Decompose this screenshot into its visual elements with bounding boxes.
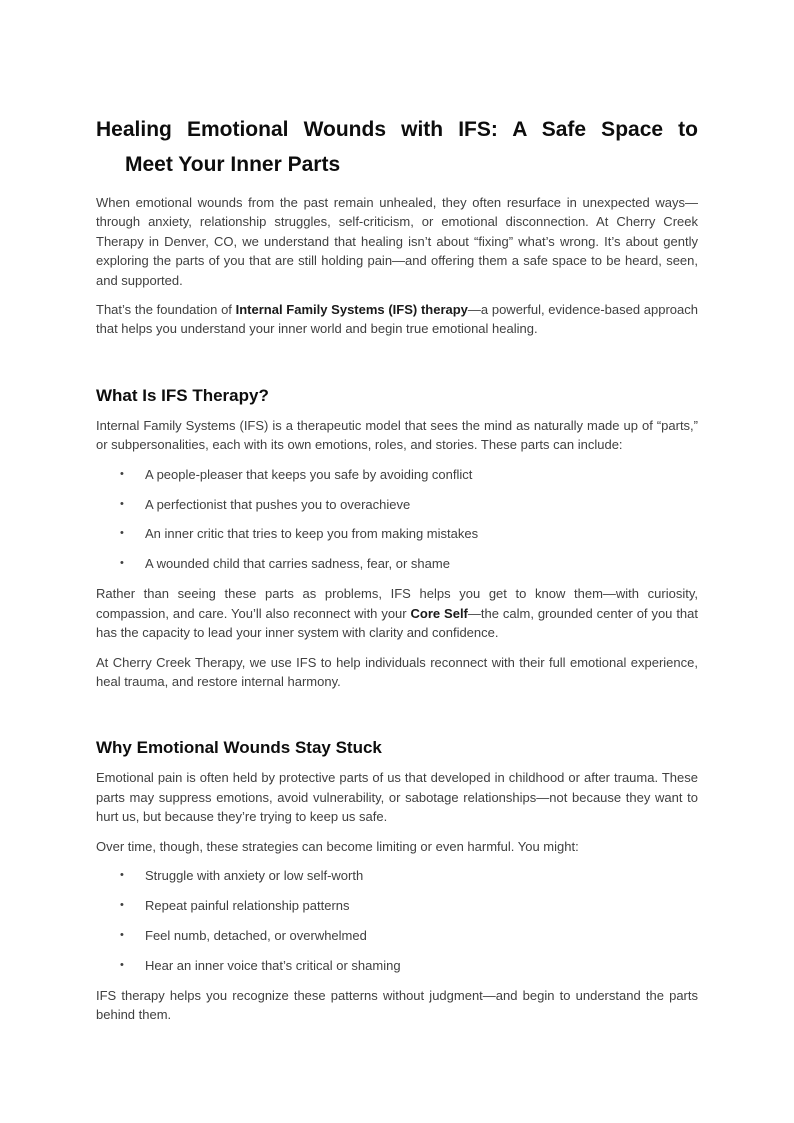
list-item (96, 926, 698, 945)
intro-p2-text-post: —a powerful, evidence-based approach that helps you understand your inner world and begin true emotional healing. (96, 302, 698, 337)
bullet-icon: • (120, 557, 124, 570)
list-item-text: Feel numb, detached, or overwhelmed (145, 927, 367, 943)
section1-paragraph-3: At Cherry Creek Therapy, we use IFS to help individuals reconnect with their full emotional experience, heal trauma, and restore internal harmony. (96, 654, 698, 689)
intro-paragraph-2 (96, 300, 698, 339)
document-title (96, 112, 698, 182)
section1-paragraph-2 (96, 584, 698, 642)
list-item-text: A perfectionist that pushes you to overachieve (145, 496, 411, 512)
bullet-icon: • (120, 527, 124, 540)
list-item (96, 524, 698, 543)
section-heading-what-is-ifs: What Is IFS Therapy? (96, 385, 269, 405)
bullet-icon: • (120, 497, 124, 510)
list-item-text: A people-pleaser that keeps you safe by avoiding conflict (145, 466, 473, 482)
list-item-text: A wounded child that carries sadness, fear, or shame (145, 556, 450, 572)
list-item (96, 896, 698, 915)
section1-p2-text-pre: Rather than seeing these parts as problems, IFS helps you get to know them—with curiosity, compassion, and care. You’ll also reconnect with your (96, 586, 698, 621)
section2-paragraph-2: Over time, though, these strategies can become limiting or even harmful. You might: (96, 838, 579, 854)
bullet-icon: • (120, 868, 124, 881)
section1-p2-text-post: —the calm, grounded center of you that has the capacity to lead your inner system with clarity and confidence. (96, 605, 698, 641)
title-line-1: Healing Emotional Wounds with IFS: A Safe Space to (96, 118, 698, 141)
section2-bullet-list (96, 866, 698, 975)
list-item (96, 465, 698, 484)
bullet-icon: • (120, 898, 124, 911)
section2-paragraph-3: IFS therapy helps you recognize these patterns without judgment—and begin to understand the parts behind them. (96, 987, 698, 1022)
bullet-icon: • (120, 958, 124, 971)
bullet-icon: • (120, 467, 124, 480)
intro-p2-text-pre: That’s the foundation of (96, 302, 236, 318)
intro-p2-bold-term: Internal Family Systems (IFS) therapy (235, 302, 468, 318)
list-item-text: Struggle with anxiety or low self-worth (145, 867, 364, 883)
section1-paragraph-1: Internal Family Systems (IFS) is a therapeutic model that sees the mind as naturally made up of “parts,” or subpersonalities, each with its own emotions, roles, and stories. These parts can include: (96, 417, 698, 453)
list-item (96, 956, 698, 975)
list-item-text: Repeat painful relationship patterns (145, 897, 350, 913)
list-item (96, 495, 698, 514)
section1-bullet-list (96, 465, 698, 574)
title-line-2: Meet Your Inner Parts (125, 153, 341, 176)
bullet-icon: • (120, 928, 124, 941)
list-item-text: An inner critic that tries to keep you from making mistakes (145, 526, 479, 542)
intro-paragraph-1: When emotional wounds from the past remain unhealed, they often resurface in unexpected ways—through anxiety, relationship struggles, self-criticism, or emotional disconnection. At Cherry Creek Therapy in Denver, CO, we understand that healing isn’t about “fixing” what’s wrong. It’s about gently exploring the parts of you that are still holding pain—and offering them a safe space to be heard, seen, and supported. (96, 195, 698, 288)
list-item-text: Hear an inner voice that’s critical or shaming (145, 957, 401, 973)
section-heading-why-wounds-stay-stuck: Why Emotional Wounds Stay Stuck (96, 738, 382, 758)
section2-paragraph-1: Emotional pain is often held by protective parts of us that developed in childhood or after trauma. These parts may suppress emotions, avoid vulnerability, or sabotage relationships—not because they want to hurt us, but because they’re trying to keep us safe. (96, 770, 698, 825)
section1-p2-bold-term: Core Self (410, 605, 468, 621)
list-item (96, 554, 698, 573)
list-item (96, 866, 698, 885)
